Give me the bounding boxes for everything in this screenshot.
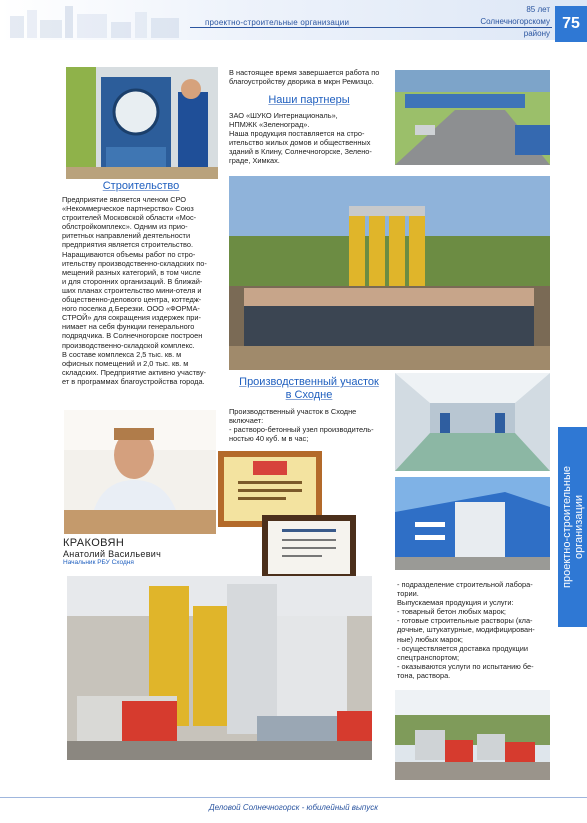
text-line: Производственный участок в Сходне	[229, 407, 357, 416]
text-line: общественно-делового центра, коттедж-	[62, 295, 202, 305]
text-line: - оказываются услуги по испытанию бе-	[397, 661, 534, 671]
text-line: ритетных направлений деятельности	[62, 231, 191, 241]
text-line: - растворо-бетонный узел производитель-	[229, 425, 374, 435]
text-line: ностью 40 куб. м в час;	[229, 434, 309, 444]
text-line: Выпускаемая продукция и услуги:	[397, 598, 514, 608]
plant-paragraph	[229, 407, 389, 443]
text-line: В настоящее время завершается работа по	[229, 68, 380, 77]
text-line: зданий в Клину, Солнечногорске, Зелено-	[229, 147, 372, 157]
text-line: ет в программах благоустройства города.	[62, 376, 205, 386]
partners-paragraph	[229, 111, 389, 166]
person-caption	[63, 537, 223, 566]
plant-heading-line1: Производственный участок	[239, 376, 379, 388]
group-photo	[229, 176, 550, 370]
person-name: Анатолий Васильевич	[63, 549, 162, 559]
text-line: и для сторонних организаций. В ближай-	[62, 276, 203, 286]
plant-photo	[67, 576, 372, 760]
products-paragraph	[397, 580, 549, 680]
text-line: тона, раствора.	[397, 670, 451, 680]
side-tab-line1: проектно-строительные	[560, 466, 573, 588]
partners-heading: Наши партнеры	[268, 94, 350, 106]
text-line: облстройкомплекс». Одним из прио-	[62, 222, 188, 232]
text-line: нимает на себя функции генерального	[62, 322, 195, 332]
text-line: предприятия является строительство.	[62, 240, 194, 250]
text-line: благоустройству дворика в мкрн Ремизцо.	[229, 77, 374, 87]
text-line: подрядчика. В Солнечногорске построен	[62, 331, 203, 341]
text-line: ного поселка д.Березки. ООО «ФОРМА-	[62, 304, 200, 314]
aerial-photo	[395, 70, 550, 165]
header-city-illustration	[5, 2, 195, 38]
text-line: ительству производственно-складских по-	[62, 258, 207, 268]
footer-rule	[0, 797, 587, 798]
plant-heading-line2: в Сходне	[285, 389, 333, 401]
construction-heading: Строительство	[102, 180, 180, 192]
section-side-tab	[558, 427, 587, 627]
side-tab-line2: организации	[572, 494, 585, 560]
header-anniversary	[458, 4, 550, 40]
hall-photo	[395, 373, 550, 471]
building-photo	[395, 477, 550, 570]
text-line: тории.	[397, 589, 419, 599]
person-role: Начальник РБУ Сходня	[63, 559, 134, 566]
lab-photo	[66, 67, 218, 179]
text-line: ших планах строительство мини-отеля и	[62, 285, 202, 295]
person-surname: КРАКОВЯН	[63, 537, 125, 549]
text-line: - товарный бетон любых марок;	[397, 607, 506, 617]
plant-heading	[229, 376, 389, 402]
text-line: В составе комплекса 2,5 тыс. кв. м	[62, 349, 182, 359]
portrait-photo	[64, 410, 216, 534]
text-line: мещений разных категорий, в том числе	[62, 267, 201, 277]
text-line: граде, Химках.	[229, 156, 280, 166]
text-line: спецтранспортом;	[397, 652, 460, 662]
text-line: - готовые строительные растворы (кла-	[397, 616, 533, 626]
text-line: производственно-складской комплекс.	[62, 340, 195, 350]
trucks-photo	[395, 690, 550, 780]
header-years-line1: 85 лет	[526, 5, 550, 14]
text-line: складских. Предприятие активно участву-	[62, 367, 206, 377]
intro-paragraph	[229, 68, 389, 86]
text-line: ные) любых марок;	[397, 634, 463, 644]
side-tab-label	[561, 466, 585, 588]
text-line: НПМЖК «Зеленоград».	[229, 120, 310, 130]
text-line: включает:	[229, 416, 264, 426]
text-line: Предприятие является членом СРО	[62, 195, 187, 204]
text-line: офисных помещений и 2,0 тыс. кв. м	[62, 358, 189, 368]
text-line: строителей Московской области «Мос-	[62, 213, 197, 223]
text-line: - осуществляется доставка продукции	[397, 643, 528, 653]
text-line: СТРОЙ» для сокращения издержек при-	[62, 313, 201, 323]
text-line: Наша продукция поставляется на стро-	[229, 129, 365, 139]
construction-paragraph	[62, 195, 215, 386]
text-line: - подразделение строительной лабора-	[397, 580, 533, 589]
text-line: ЗАО «ШУКО Интернациональ»,	[229, 111, 338, 120]
header-years-line2: Солнечногорскому району	[480, 17, 550, 38]
certificate2-photo	[262, 515, 356, 580]
footer-text: Деловой Солнечногорск - юбилейный выпуск	[208, 803, 379, 812]
text-line: дочные, штукатурные, модифицирован-	[397, 625, 535, 635]
text-line: ительство жилых домов и общественных	[229, 138, 371, 148]
page-number: 75	[555, 6, 587, 42]
header-section-title: проектно-строительные организации	[205, 18, 350, 27]
text-line: «Некоммерческое партнерство» Союз	[62, 204, 194, 214]
text-line: Наращиваются объемы работ по стро-	[62, 249, 196, 259]
